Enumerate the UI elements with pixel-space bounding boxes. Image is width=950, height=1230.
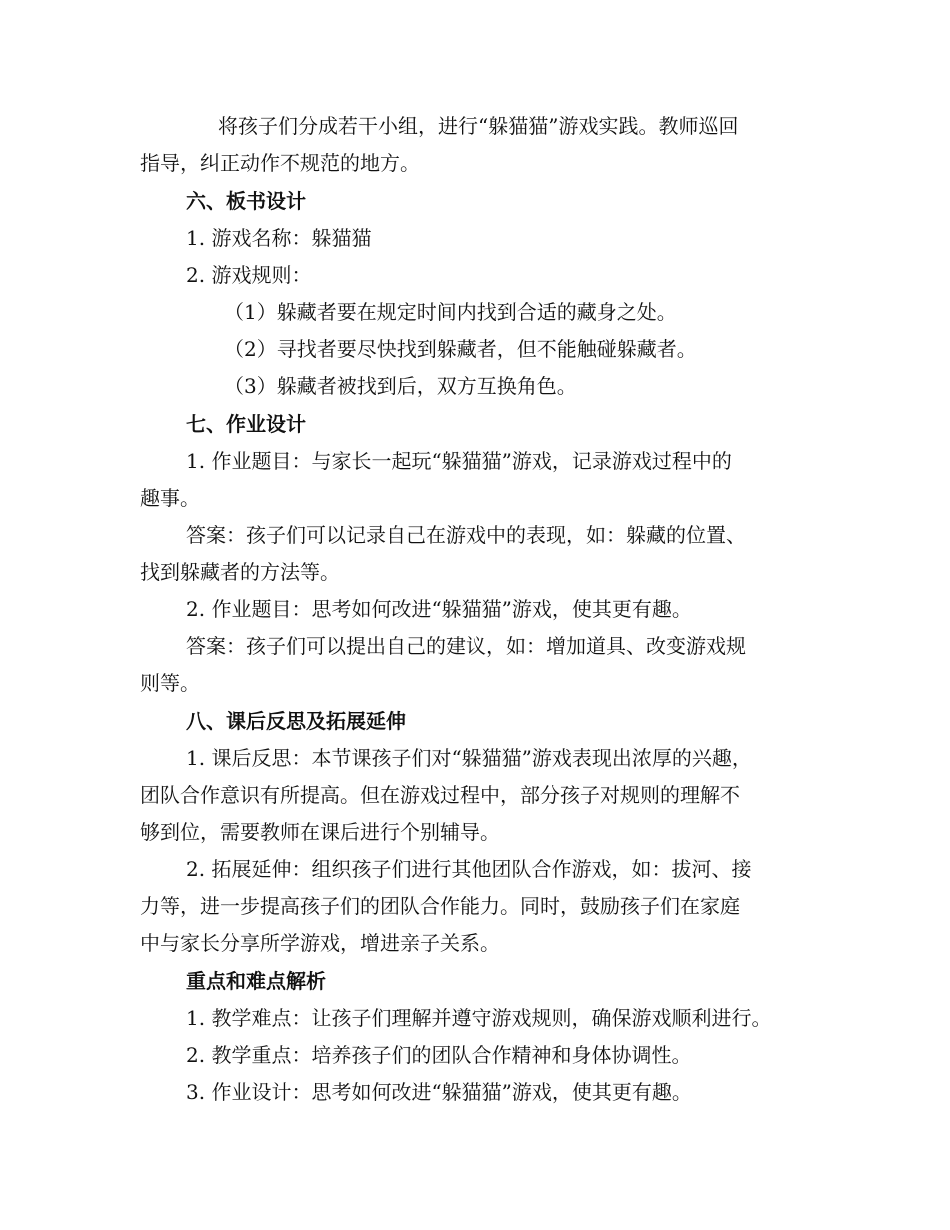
practice-line-1: 将孩子们分成若干小组，进行“躲猫猫”游戏实践。教师巡回 <box>218 114 739 138</box>
section-6-rule-3: （3）躲藏者被找到后，双方互换角色。 <box>224 374 577 398</box>
practice-line-2: 指导，纠正动作不规范的地方。 <box>140 151 420 175</box>
section-8-reflect-line-3: 够到位，需要教师在课后进行个别辅导。 <box>140 820 500 844</box>
section-6-item-2: 2. 游戏规则： <box>186 263 312 287</box>
keypoints-item-1: 1. 教学难点：让孩子们理解并遵守游戏规则，确保游戏顺利进行。 <box>186 1006 772 1030</box>
section-7-task-1-line-1: 1. 作业题目：与家长一起玩“躲猫猫”游戏，记录游戏过程中的 <box>186 449 732 473</box>
keypoints-item-2: 2. 教学重点：培养孩子们的团队合作精神和身体协调性。 <box>186 1043 692 1067</box>
section-8-reflect-line-2: 团队合作意识有所提高。但在游戏过程中，部分孩子对规则的理解不 <box>140 783 740 807</box>
section-6-heading: 六、板书设计 <box>186 189 306 213</box>
section-8-extend-line-2: 力等，进一步提高孩子们的团队合作能力。同时，鼓励孩子们在家庭 <box>140 894 740 918</box>
section-6-rule-1: （1）躲藏者要在规定时间内找到合适的藏身之处。 <box>224 300 677 324</box>
section-8-extend-line-3: 中与家长分享所学游戏，增进亲子关系。 <box>140 931 500 955</box>
section-7-answer-2-line-1: 答案：孩子们可以提出自己的建议，如：增加道具、改变游戏规 <box>186 634 746 658</box>
section-7-heading: 七、作业设计 <box>186 412 306 436</box>
section-7-task-2: 2. 作业题目：思考如何改进“躲猫猫”游戏，使其更有趣。 <box>186 597 692 621</box>
keypoints-item-3: 3. 作业设计：思考如何改进“躲猫猫”游戏，使其更有趣。 <box>186 1080 692 1104</box>
section-6-item-1: 1. 游戏名称：躲猫猫 <box>186 226 372 250</box>
section-7-answer-2-line-2: 则等。 <box>140 671 200 695</box>
section-8-extend-line-1: 2. 拓展延伸：组织孩子们进行其他团队合作游戏，如：拔河、接 <box>186 857 752 881</box>
section-8-reflect-line-1: 1. 课后反思：本节课孩子们对“躲猫猫”游戏表现出浓厚的兴趣， <box>186 746 752 770</box>
section-8-heading: 八、课后反思及拓展延伸 <box>186 709 406 733</box>
section-6-rule-2: （2）寻找者要尽快找到躲藏者，但不能触碰躲藏者。 <box>224 337 697 361</box>
section-7-answer-1-line-2: 找到躲藏者的方法等。 <box>140 560 340 584</box>
section-7-answer-1-line-1: 答案：孩子们可以记录自己在游戏中的表现，如：躲藏的位置、 <box>186 523 746 547</box>
section-7-task-1-line-2: 趣事。 <box>140 486 200 510</box>
keypoints-heading: 重点和难点解析 <box>186 969 326 993</box>
